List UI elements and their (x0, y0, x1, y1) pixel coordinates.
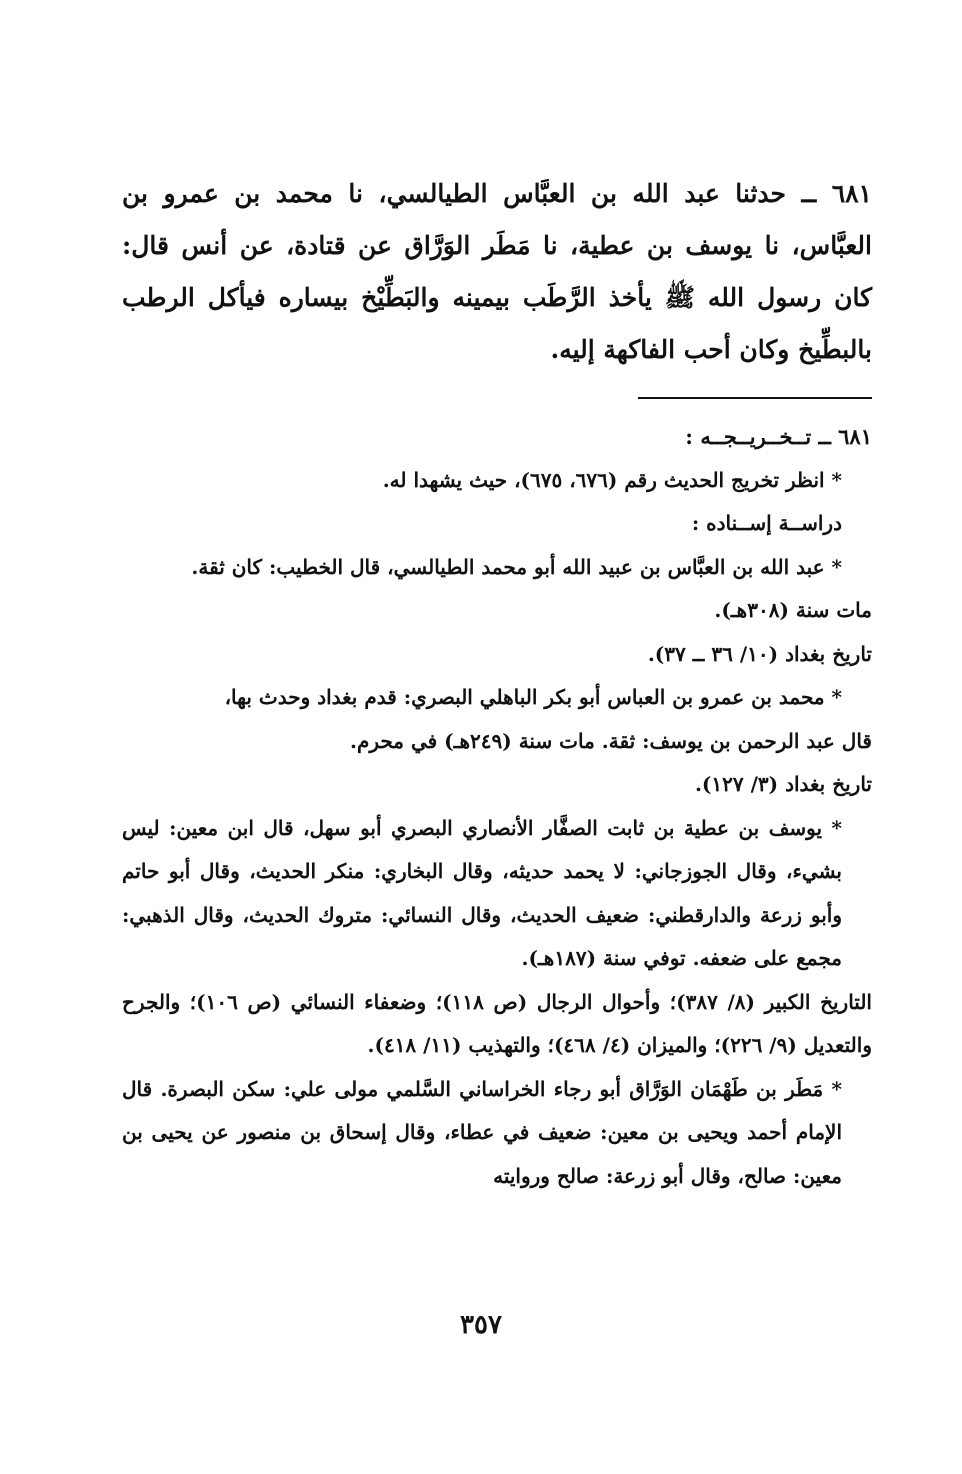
footnote-separator (638, 397, 872, 399)
takhrij-note: * انظر تخريج الحديث رقم (٦٧٦، ٦٧٥)، حيث يشهدا له. (382, 467, 842, 492)
hadith-text: ٦٨١ ــ حدثنا عبد الله بن العبَّاس الطيالسي، نا محمد بن عمرو بن العبَّاس، نا يوسف بن عطية، نا مَطَر الوَرَّاق عن قتادة، عن أنس قال: كان رسول الله ﷺ يأخذ الرَّطَب بيمينه والبَطِّيْخ بيساره فيأكل الرطب بالبطِّيخ وكان أحب الفاكهة إليه. (122, 179, 872, 364)
footnotes (122, 415, 872, 1198)
narrator-note-3-ref: التاريخ الكبير (٨/ ٣٨٧)؛ وأحوال الرجال (ص ١١٨)؛ وضعفاء النسائي (ص ١٠٦)؛ والجرح والتعديل (٩/ ٢٢٦)؛ والميزان (٤/ ٤٦٨)؛ والتهذيب (١١/ ٤١٨). (122, 989, 872, 1057)
narrator-note-1-death: مات سنة (٣٠٨هـ). (714, 598, 872, 622)
narrator-note-1: * عبد الله بن العبَّاس بن عبيد الله أبو محمد الطيالسي، قال الخطيب: كان ثقة. (191, 554, 842, 579)
narrator-note-3: * يوسف بن عطية بن ثابت الصفَّار الأنصاري البصري أبو سهل، قال ابن معين: ليس بشيء، وقال الجوزجاني: لا يحمد حديثه، وقال البخاري: منكر الحديث، وقال أبو حاتم وأبو زرعة والدارقطني: ضعيف الحديث، وقال النسائي: متروك الحديث، وقال الذهبي: مجمع على ضعفه. توفي سنة (١٨٧هـ). (122, 815, 842, 970)
narrator-note-2-cont: قال عبد الرحمن بن يوسف: ثقة. مات سنة (٢٤٩هـ) في محرم. (350, 728, 872, 753)
page-number: ٣٥٧ (460, 1310, 502, 1340)
dirasa-heading: دراســة إســناده : (691, 511, 842, 535)
narrator-note-1-ref: تاريخ بغداد (١٠/ ٣٦ ــ ٣٧). (647, 641, 872, 666)
footnote-heading: ٦٨١ ــ تــخــريــجــه : (685, 424, 872, 449)
narrator-note-4: * مَطَر بن طَهْمَان الوَرَّاق أبو رجاء الخراساني السَّلمي مولى علي: سكن البصرة. قال الإمام أحمد ويحيى بن معين: ضعيف في عطاء، وقال إسحاق بن منصور عن يحيى بن معين: صالح، وقال أبو زرعة: صالح وروايته (122, 1076, 843, 1188)
narrator-note-2: * محمد بن عمرو بن العباس أبو بكر الباهلي البصري: قدم بغداد وحدث بها، (224, 685, 842, 709)
narrator-note-2-ref: تاريخ بغداد (٣/ ١٢٧). (694, 772, 872, 796)
